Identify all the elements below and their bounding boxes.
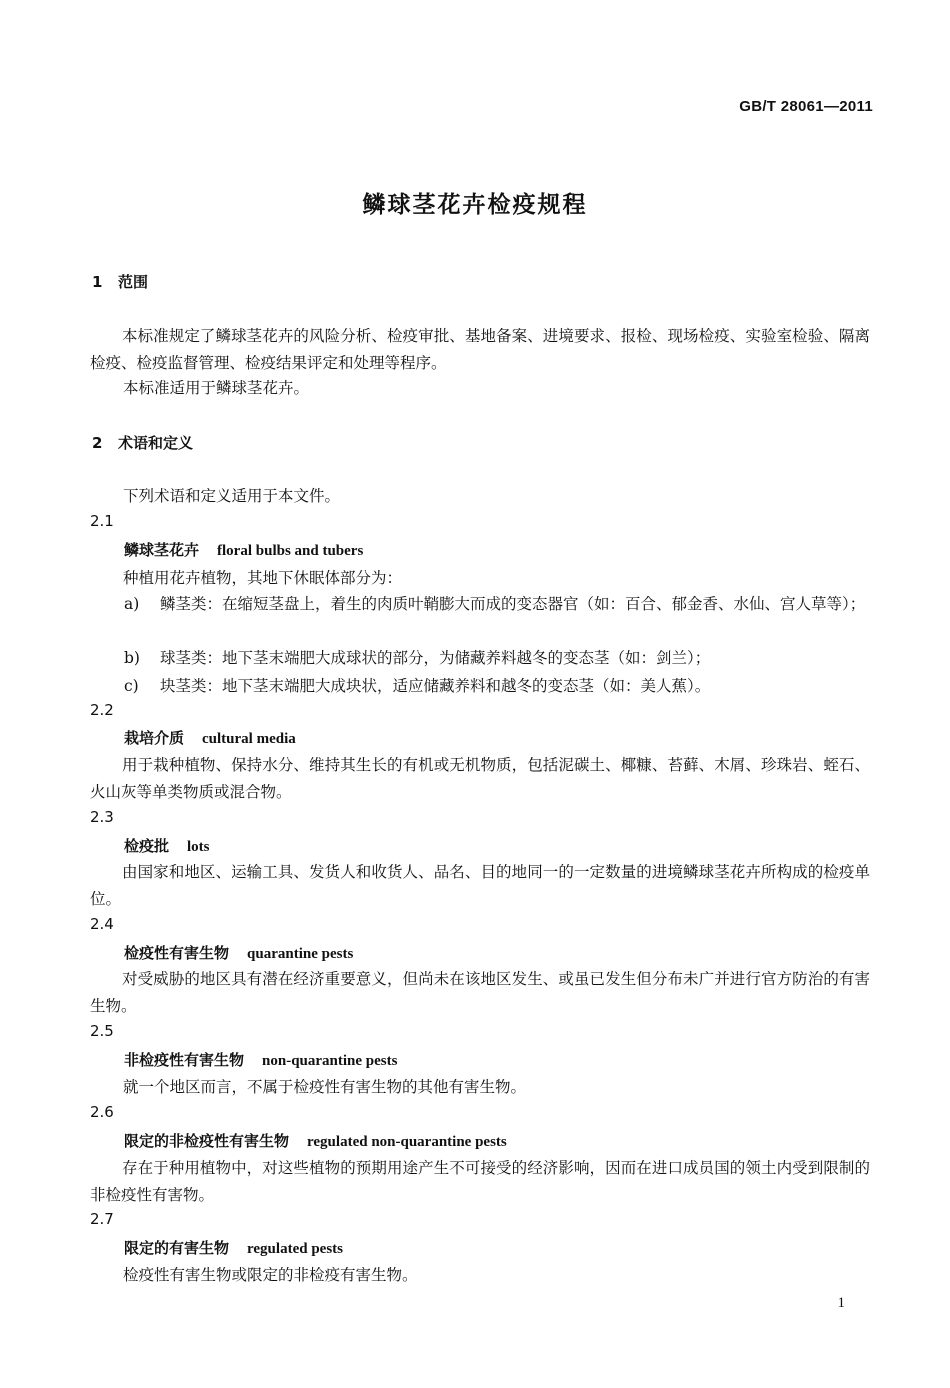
list-item-text: 块茎类：地下茎末端肥大成块状，适应储藏养料和越冬的变态茎（如：美人蕉）。 [160, 677, 711, 695]
list-item-label: c) [124, 677, 139, 695]
term-heading [124, 539, 363, 560]
term-en: floral bulbs and tubers [217, 543, 364, 559]
list-item [124, 592, 870, 617]
section-number: 1 [92, 273, 103, 291]
term-heading [124, 1237, 343, 1258]
section-number: 2 [92, 434, 103, 452]
term-definition: 就一个地区而言，不属于检疫性有害生物的其他有害生物。 [123, 1078, 527, 1096]
term-definition: 检疫性有害生物或限定的非检疫有害生物。 [123, 1266, 418, 1284]
section-1-heading [92, 271, 148, 292]
term-en: cultural media [202, 731, 296, 747]
document-title: 鳞球茎花卉检疫规程 [362, 192, 588, 218]
section-title: 范围 [118, 273, 149, 291]
term-definition: 种植用花卉植物，其地下休眠体部分为： [123, 569, 403, 587]
term-heading [124, 1049, 397, 1070]
standard-number: GB/T 28061—2011 [739, 98, 873, 115]
term-definition: 用于栽种植物、保持水分、维持其生长的有机或无机物质，包括泥碳土、椰糠、苔藓、木屑、珍珠岩、蛭石、火山灰等单类物质或混合物。 [90, 756, 870, 801]
list-item [124, 646, 870, 671]
term-zh: 栽培介质 [124, 729, 185, 747]
clause-number: 2.2 [90, 701, 114, 719]
section-2-heading [92, 432, 193, 453]
term-zh: 限定的有害生物 [124, 1239, 230, 1257]
term-heading [124, 835, 210, 856]
section-1-paragraph-1: 本标准规定了鳞球茎花卉的风险分析、检疫审批、基地备案、进境要求、报检、现场检疫、实验室检验、隔离检疫、检疫监督管理、检疫结果评定和处理等程序。 [90, 327, 870, 372]
clause-number: 2.4 [90, 915, 114, 933]
clause-number: 2.7 [90, 1210, 114, 1228]
clause-number: 2.3 [90, 808, 114, 826]
term-definition: 由国家和地区、运输工具、发货人和收货人、品名、目的地同一的一定数量的进境鳞球茎花卉所构成的检疫单位。 [90, 863, 870, 908]
term-zh: 检疫批 [124, 837, 170, 855]
section-title: 术语和定义 [118, 434, 194, 452]
list-item-label: b) [124, 649, 140, 667]
term-en: regulated non-quarantine pests [307, 1134, 507, 1150]
term-en: non-quarantine pests [262, 1053, 398, 1069]
clause-number: 2.1 [90, 512, 114, 530]
term-heading [124, 942, 353, 963]
term-heading [124, 1130, 507, 1151]
list-item-text: 球茎类：地下茎末端肥大成球状的部分，为储藏养料越冬的变态茎（如：剑兰）； [160, 649, 711, 667]
list-item-text: 鳞茎类：在缩短茎盘上，着生的肉质叶鞘膨大而成的变态器官（如：百合、郁金香、水仙、宫人草等）； [160, 595, 866, 613]
section-1-paragraph-2: 本标准适用于鳞球茎花卉。 [123, 379, 310, 397]
section-2-intro: 下列术语和定义适用于本文件。 [123, 487, 341, 505]
term-zh: 限定的非检疫性有害生物 [124, 1132, 290, 1150]
page-number: 1 [837, 1295, 845, 1311]
clause-number: 2.6 [90, 1103, 114, 1121]
term-en: lots [187, 839, 210, 855]
clause-number: 2.5 [90, 1022, 114, 1040]
term-en: regulated pests [247, 1241, 343, 1257]
term-zh: 非检疫性有害生物 [124, 1051, 245, 1069]
term-zh: 检疫性有害生物 [124, 944, 230, 962]
term-definition: 存在于种用植物中，对这些植物的预期用途产生不可接受的经济影响，因而在进口成员国的领土内受到限制的非检疫性有害物。 [90, 1159, 870, 1204]
term-definition: 对受威胁的地区具有潜在经济重要意义，但尚未在该地区发生、或虽已发生但分布未广并进行官方防治的有害生物。 [90, 970, 870, 1015]
term-zh: 鳞球茎花卉 [124, 541, 200, 559]
list-item-label: a) [124, 595, 140, 613]
term-heading [124, 727, 296, 748]
term-en: quarantine pests [247, 946, 354, 962]
list-item [124, 674, 870, 699]
